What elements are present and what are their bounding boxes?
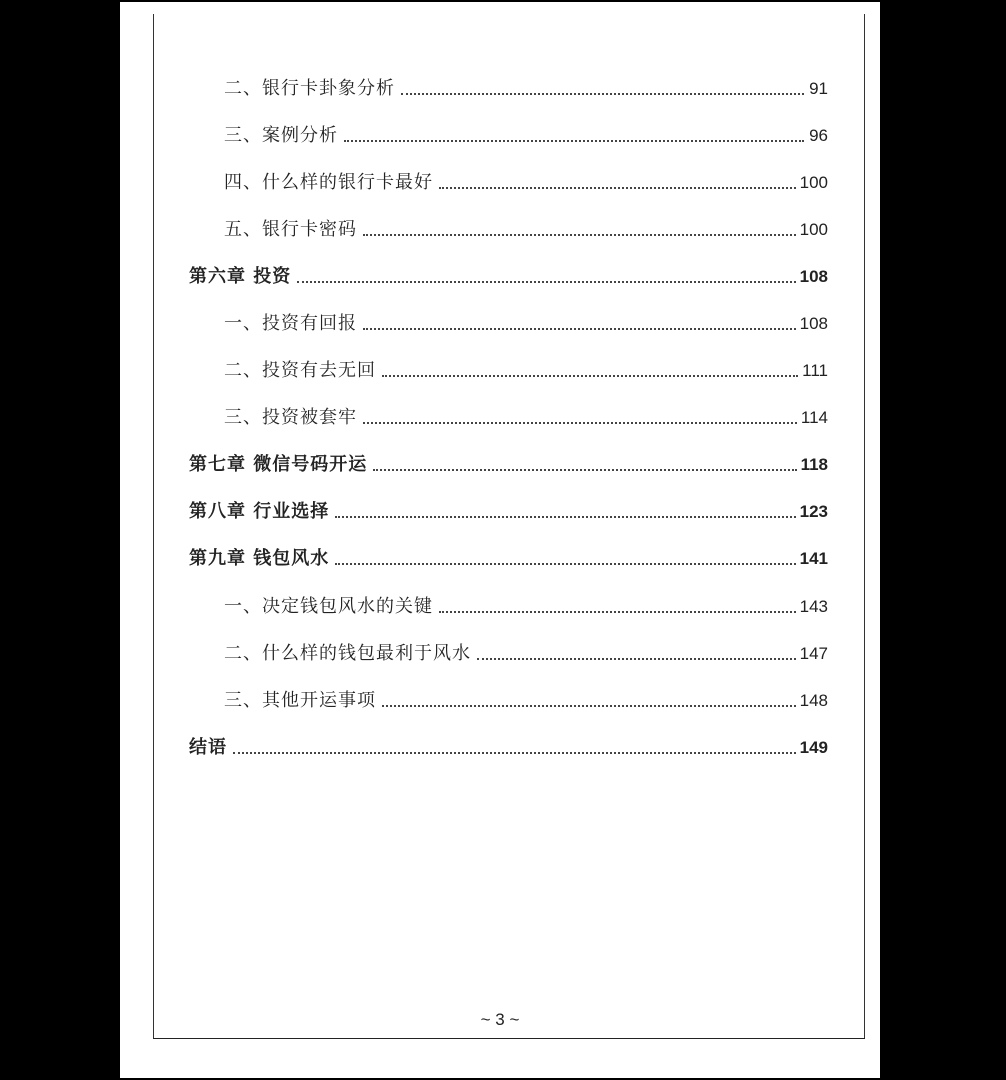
toc-entry-title: 二、银行卡卦象分析 — [224, 78, 395, 99]
toc-chapter-title: 第六章 投资 — [189, 266, 292, 287]
toc-entry-page: 91 — [809, 79, 828, 98]
dot-leader — [297, 281, 795, 283]
toc-chapter-page: 141 — [799, 549, 828, 568]
dot-leader — [233, 752, 796, 754]
page-border-bottom — [153, 1038, 865, 1039]
toc-entry[interactable] — [224, 311, 828, 337]
dot-leader — [335, 516, 795, 518]
toc-chapter-title: 结语 — [189, 737, 227, 758]
dot-leader — [363, 328, 796, 330]
toc-entry[interactable] — [224, 594, 828, 620]
toc-entry[interactable] — [224, 688, 828, 714]
toc-chapter-page: 108 — [799, 267, 828, 286]
toc-entry[interactable] — [224, 76, 828, 102]
toc-entry[interactable] — [224, 641, 828, 667]
toc-entry-page: 108 — [799, 314, 828, 333]
toc-entry-page: 111 — [802, 361, 828, 380]
toc-entry-title: 一、决定钱包风水的关键 — [224, 596, 433, 617]
toc-entry-title: 二、什么样的钱包最利于风水 — [224, 643, 471, 664]
dot-leader — [401, 93, 804, 95]
toc-chapter-page: 118 — [800, 455, 828, 474]
toc-entry-page: 143 — [799, 597, 828, 616]
toc-entry[interactable] — [224, 123, 828, 149]
toc-chapter[interactable] — [189, 735, 828, 761]
toc-entry-page: 148 — [799, 691, 828, 710]
dot-leader — [335, 563, 795, 565]
toc-entry[interactable] — [224, 170, 828, 196]
dot-leader — [477, 658, 796, 660]
dot-leader — [439, 187, 796, 189]
toc-entry-page: 100 — [799, 220, 828, 239]
toc-entry-title: 三、其他开运事项 — [224, 690, 376, 711]
dot-leader — [363, 422, 797, 424]
page-border-left — [153, 14, 154, 1039]
toc-entry-title: 五、银行卡密码 — [224, 219, 357, 240]
toc-entry[interactable] — [224, 405, 828, 431]
dot-leader — [382, 705, 796, 707]
page-border-right — [864, 14, 865, 1039]
toc-entry-page: 147 — [799, 644, 828, 663]
toc-chapter[interactable] — [189, 264, 828, 290]
toc-entry-page: 114 — [800, 408, 828, 427]
toc-chapter-title: 第九章 钱包风水 — [189, 548, 330, 569]
toc-entry[interactable] — [224, 358, 828, 384]
toc-chapter-page: 149 — [799, 738, 828, 757]
toc-chapter[interactable] — [189, 452, 828, 478]
toc-entry-title: 一、投资有回报 — [224, 313, 357, 334]
dot-leader — [373, 469, 796, 471]
dot-leader — [363, 234, 796, 236]
toc-chapter[interactable] — [189, 546, 828, 572]
toc-entry-page: 100 — [799, 173, 828, 192]
dot-leader — [439, 611, 796, 613]
page-number-footer: ~ 3 ~ — [480, 1010, 520, 1029]
toc-chapter-title: 第七章 微信号码开运 — [189, 454, 368, 475]
dot-leader — [382, 375, 798, 377]
toc-entry-title: 四、什么样的银行卡最好 — [224, 172, 433, 193]
toc-chapter-page: 123 — [799, 502, 828, 521]
toc-entry-title: 三、投资被套牢 — [224, 407, 357, 428]
document-page — [120, 2, 880, 1078]
toc-entry[interactable] — [224, 217, 828, 243]
toc-chapter-title: 第八章 行业选择 — [189, 501, 330, 522]
toc-entry-title: 三、案例分析 — [224, 125, 338, 146]
toc-entry-page: 96 — [809, 126, 828, 145]
dot-leader — [344, 140, 804, 142]
toc-entry-title: 二、投资有去无回 — [224, 360, 376, 381]
toc-chapter[interactable] — [189, 499, 828, 525]
